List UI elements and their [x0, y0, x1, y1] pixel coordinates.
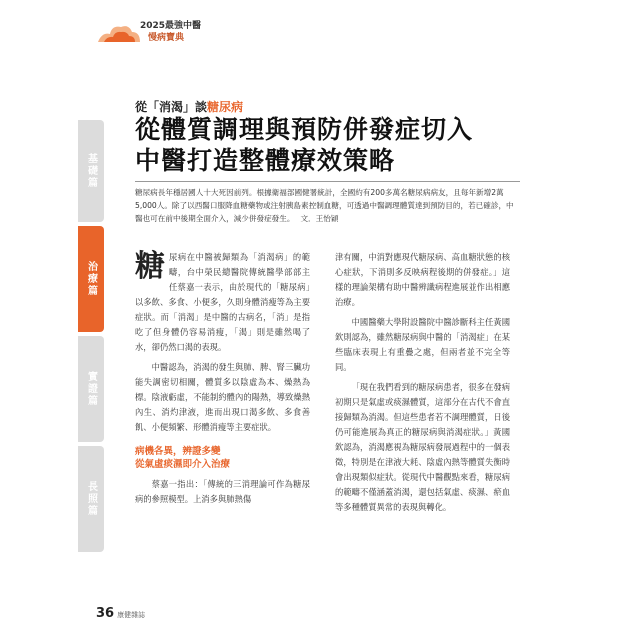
subhead-line-2: 從氣虛痰濕即介入治療 — [135, 459, 231, 470]
headline-line-2: 中醫打造整體療效策略 — [135, 146, 396, 175]
magazine-name: 康健雜誌 — [117, 611, 146, 619]
headline-line-1: 從體質調理與預防併發症切入 — [135, 115, 474, 144]
series-subtitle: 慢病寶典 — [148, 33, 185, 43]
section-subhead — [135, 445, 310, 471]
divider — [135, 181, 520, 182]
lead-text: 糖尿病長年穩居國人十大死因前列。根據衛福部國健署統計，全國約有200多萬名糖尿病病友，且每年新增2萬5,000人。除了以西醫口服降血糖藥物或注射胰島素控制血糖，可透過中醫調理體質達到預防目的，若已確診，中醫也可在前中後期全面介入，減少併發症發生。 — [135, 188, 514, 223]
series-title: 2025最強中醫 — [140, 21, 202, 31]
paragraph: 蔡嘉一指出：「傳統的三消理論可作為糖尿病的參照模型。上消多與肺熱傷 — [135, 479, 310, 504]
article-kicker — [135, 98, 243, 115]
article-lead — [135, 186, 520, 225]
tab-treatment[interactable]: 治療篇 — [78, 226, 104, 332]
author-byline: 文．王怡穎 — [300, 214, 339, 223]
kicker-highlight: 糖尿病 — [207, 100, 244, 114]
cloud-ornament-icon — [96, 22, 142, 44]
page-folio — [96, 606, 145, 621]
paragraph: 津有關，中消對應現代糖尿病、高血糖狀態的核心症狀，下消則多反映病程後期的併發症。」這樣的理論架構有助中醫辨識病程進展並作出相應治療。 — [335, 252, 510, 307]
paragraph: 中醫認為，消渴的發生與肺、脾、腎三臟功能失調密切相關，體質多以陰虛為本、燥熱為標。陰液虧虛，不能制約體內的陽熱，導致燥熱內生、消灼津液，進而出現口渴多飲、多食善飢、小便頻繁、形體消瘦等主要症狀。 — [135, 362, 310, 432]
tab-basics[interactable]: 基礎篇 — [78, 120, 104, 222]
paragraph: 糖尿病在中醫被歸類為「消渴病」的範疇，台中榮民總醫院傳統醫學部部主任蔡嘉一表示，由於現代的「糖尿病」以多飲、多食、小便多，久則身體消瘦等為主要症狀。而「消渴」是中醫的古病名，「消」是指吃了但身體仍容易消瘦，「渴」則是雖然喝了水，卻仍然口渴的表現。 — [135, 249, 310, 352]
paragraph: 「現在我們看到的糖尿病患者，很多在發病初期只是氣虛或痰濕體質，這部分在古代不會直接歸類為消渴。但這些患者若不調理體質，日後仍可能進展為真正的糖尿病與消渴症狀。」黃國欽認為，消渴應視為糖尿病發展過程中的一個表徵，特別是在津液大耗、陰虛內熱等體質失衡時會出現類似症狀。從現代中醫觀點來看，糖尿病的範疇不僅涵蓋消渴，還包括氣虛、痰濕、瘀血等多種體質異常的表現與轉化。 — [335, 382, 510, 512]
subhead-line-1: 病機各異，辨證多變 — [135, 446, 221, 457]
body-column-2 — [335, 250, 510, 515]
running-header — [96, 16, 216, 50]
body-column-1 — [135, 250, 310, 507]
article-headline — [135, 114, 473, 176]
tab-evidence[interactable]: 實證篇 — [78, 336, 104, 442]
tab-longterm-care[interactable]: 長照篇 — [78, 446, 104, 552]
page-number: 36 — [96, 606, 115, 621]
paragraph: 中國醫藥大學附設醫院中醫診斷科主任黃國欽則認為，雖然糖尿病與中醫的「消渴症」在某些臨床表現上有重疊之處，但兩者並不完全等同。 — [335, 317, 510, 372]
drop-cap: 糖 — [135, 249, 165, 284]
kicker-prefix: 從「消渴」談 — [135, 100, 208, 114]
